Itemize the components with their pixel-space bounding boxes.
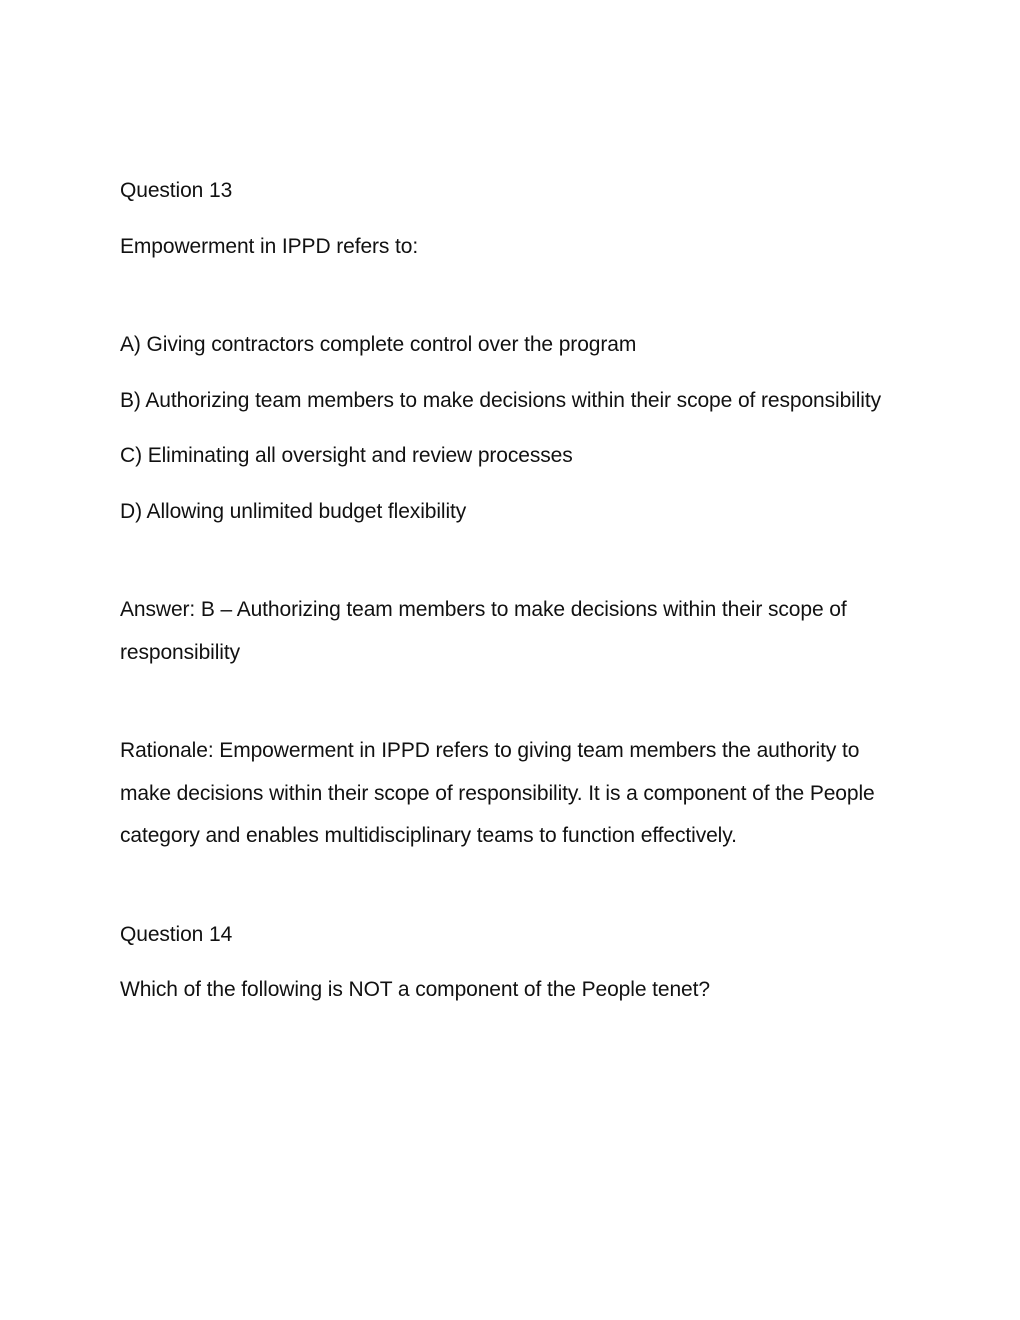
question-13-heading: Question 13 [120,179,233,202]
document-content [120,170,910,1012]
question-13-answer: Answer: B – Authorizing team members to make decisions within their scope of responsibility [120,598,847,664]
question-14-heading: Question 14 [120,922,233,946]
question-14-prompt: Which of the following is NOT a component of the People tenet? [120,978,710,1001]
question-13-option-d: D) Allowing unlimited budget flexibility [120,499,467,523]
question-13-prompt: Empowerment in IPPD refers to: [120,234,419,258]
question-13-option-c: C) Eliminating all oversight and review processes [120,444,573,467]
question-13-option-b: B) Authorizing team members to make decisions within their scope of responsibility [120,388,881,412]
question-13-option-a: A) Giving contractors complete control over the program [120,333,637,356]
question-13-rationale: Rationale: Empowerment in IPPD refers to giving team members the authority to make decisions within their scope of responsibility. It is a component of the People category and enables multidisciplinary teams to function effectively. [120,739,875,847]
